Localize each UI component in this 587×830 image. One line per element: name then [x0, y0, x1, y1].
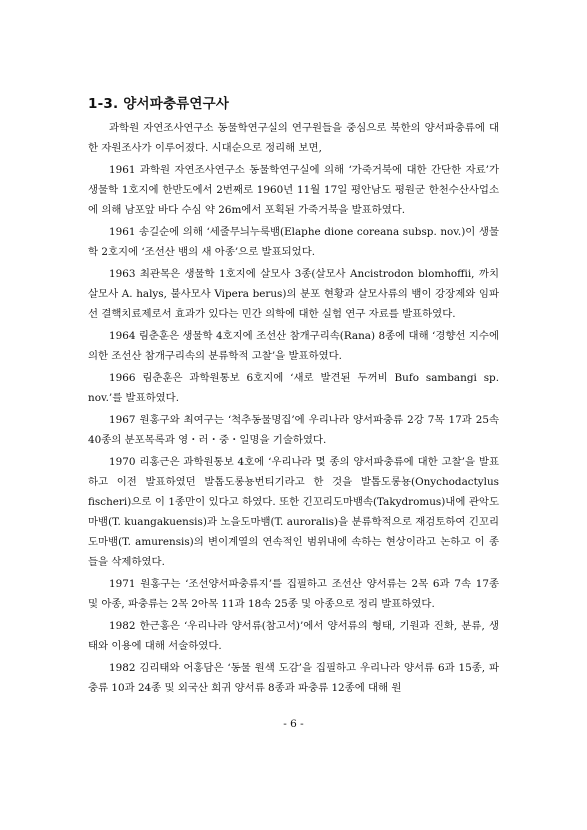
paragraph-intro: 과학원 자연조사연구소 동물학연구실의 연구원들을 중심으로 북한의 양서파충류에 대한 자원조사가 이루어졌다. 시대순으로 정리해 보면,	[88, 122, 499, 154]
paragraph-1966: 1966 림춘훈은 과학원통보 6호지에 ‘새로 발견된 두꺼비 Bufo sambangi sp. nov.’를 발표하였다.	[88, 372, 499, 404]
paragraph-1982-han: 1982 한근홍은 ‘우리나라 양서류(참고서)’에서 양서류의 형태, 기원과 진화, 분류, 생태와 이용에 대해 서술하였다.	[88, 620, 499, 652]
paragraph-1961-snake: 1961 송길순에 의해 ‘세줄무늬누룩뱀(Elaphe dione coreana subsp. nov.)이 생물학 2호지에 ‘조선산 뱀의 새 아종’으로 발표되었다.	[88, 226, 499, 258]
paragraph-1982-kim: 1982 김리태와 어홍담은 ‘동물 원색 도감’을 집필하고 우리나라 양서류 6과 15종, 파충류 10과 24종 및 외국산 희귀 양서류 8종과 파충류 12종에 대해 원	[88, 662, 499, 694]
paragraph-1967: 1967 원홍구와 최여구는 ‘척추동물명집’에 우리나라 양서파충류 2강 7목 17과 25속 40종의 분포목록과 영・러・중・일명을 기술하였다.	[88, 414, 499, 446]
paragraph-1970: 1970 리홍근은 과학원통보 4호에 ‘우리나라 몇 종의 양서파충류에 대한 고찰’을 발표하고 이전 발표하였던 발톱도롱뇽번티기라고 한 것을 발톱도롱뇽(Onychodactylus fischeri)으로 이 1종만이 있다고 하였다. 또한 긴꼬리도마뱀속(Takydromus)내에 관악도마뱀(T. kuangakuensis)과 노을도마뱀(T. auroralis)을 분류학적으로 재검토하여 긴꼬리도마뱀(T. amurensis)의 변이계열의 연속적인 범위내에 속하는 현상이라고 논하고 이 종들을 삭제하였다.	[88, 456, 499, 568]
section-title: 1-3. 양서파충류연구사	[88, 96, 230, 112]
paragraph-1971: 1971 원홍구는 ‘조선양서파충류지’를 집필하고 조선산 양서류는 2목 6과 7속 17종 및 아종, 파충류는 2목 2아목 11과 18속 25종 및 아종으로 정리 발표하였다.	[88, 578, 499, 610]
paragraph-1964: 1964 림춘훈은 생물학 4호지에 조선산 참개구리속(Rana) 8종에 대해 ‘경향선 지수에 의한 조선산 참개구리속의 분류학적 고찰’을 발표하였다.	[88, 330, 499, 362]
paragraph-1963: 1963 최관목은 생물학 1호지에 살모사 3종(살모사 Ancistrodon blomhoffii, 까치살모사 A. halys, 불사모사 Vipera berus)의 분포 현황과 살모사류의 뱀이 강장제와 임파선 결핵치료제로서 효과가 있다는 민간 의학에 대한 실험 연구 자료를 발표하였다.	[88, 268, 499, 320]
body-text	[88, 118, 499, 700]
paragraph-1961-turtle: 1961 과학원 자연조사연구소 동물학연구실에 의해 ‘가죽거북에 대한 간단한 자료’가 생물학 1호지에 한반도에서 2번째로 1960년 11월 17일 평안남도 평원군 한천수산사업소에 의해 남포앞 바다 수심 약 26m에서 포획된 가죽거북을 발표하였다.	[88, 164, 499, 216]
page-number: - 6 -	[283, 718, 304, 730]
